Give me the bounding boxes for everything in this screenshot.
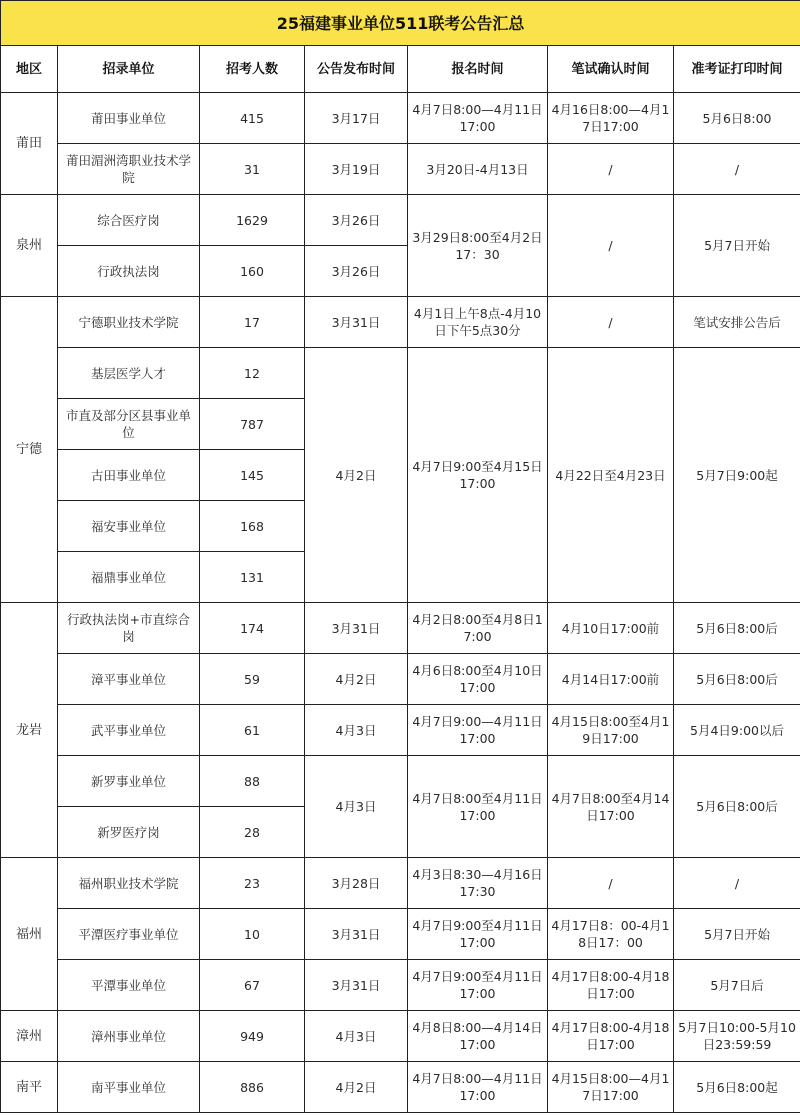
publish-date-cell: 4月2日 (305, 1062, 408, 1113)
publish-date-cell: 3月17日 (305, 93, 408, 144)
count-cell: 168 (200, 501, 305, 552)
unit-cell: 福州职业技术学院 (58, 858, 200, 909)
publish-date-cell: 3月28日 (305, 858, 408, 909)
count-cell: 174 (200, 603, 305, 654)
table-row (1, 654, 800, 705)
count-cell: 23 (200, 858, 305, 909)
signup-time-cell: 4月6日8:00至4月10日17:00 (408, 654, 548, 705)
table-row (1, 1062, 800, 1113)
unit-cell: 新罗事业单位 (58, 756, 200, 807)
ticket-time-cell: 笔试安排公告后 (674, 297, 800, 348)
unit-cell: 行政执法岗+市直综合岗 (58, 603, 200, 654)
count-cell: 67 (200, 960, 305, 1011)
unit-cell: 行政执法岗 (58, 246, 200, 297)
count-cell: 61 (200, 705, 305, 756)
signup-time-cell: 4月7日9:00至4月11日17:00 (408, 960, 548, 1011)
table-row (1, 756, 800, 807)
count-cell: 59 (200, 654, 305, 705)
confirm-time-cell: 4月22日至4月23日 (548, 348, 674, 603)
signup-time-cell: 4月8日8:00—4月14日17:00 (408, 1011, 548, 1062)
count-cell: 28 (200, 807, 305, 858)
region-cell: 莆田 (1, 93, 58, 195)
unit-cell: 漳州事业单位 (58, 1011, 200, 1062)
confirm-time-cell: 4月10日17:00前 (548, 603, 674, 654)
ticket-time-cell: 5月7日开始 (674, 195, 800, 297)
unit-cell: 莆田事业单位 (58, 93, 200, 144)
ticket-time-cell: 5月7日9:00起 (674, 348, 800, 603)
header-confirm-time: 笔试确认时间 (548, 46, 674, 93)
ticket-time-cell: 5月6日8:00起 (674, 1062, 800, 1113)
unit-cell: 福安事业单位 (58, 501, 200, 552)
confirm-time-cell: 4月15日8:00—4月17日17:00 (548, 1062, 674, 1113)
table-row (1, 909, 800, 960)
count-cell: 886 (200, 1062, 305, 1113)
publish-date-cell: 4月3日 (305, 705, 408, 756)
header-region: 地区 (1, 46, 58, 93)
confirm-time-cell: / (548, 144, 674, 195)
unit-cell: 福鼎事业单位 (58, 552, 200, 603)
region-cell: 福州 (1, 858, 58, 1011)
publish-date-cell: 3月31日 (305, 909, 408, 960)
confirm-time-cell: 4月14日17:00前 (548, 654, 674, 705)
unit-cell: 基层医学人才 (58, 348, 200, 399)
signup-time-cell: 4月7日9:00至4月11日17:00 (408, 909, 548, 960)
region-cell: 泉州 (1, 195, 58, 297)
signup-time-cell: 4月3日8:30—4月16日17:30 (408, 858, 548, 909)
count-cell: 31 (200, 144, 305, 195)
publish-date-cell: 4月2日 (305, 348, 408, 603)
unit-cell: 新罗医疗岗 (58, 807, 200, 858)
unit-cell: 莆田湄洲湾职业技术学院 (58, 144, 200, 195)
ticket-time-cell: 5月7日开始 (674, 909, 800, 960)
table-row (1, 858, 800, 909)
unit-cell: 宁德职业技术学院 (58, 297, 200, 348)
signup-time-cell: 3月20日-4月13日 (408, 144, 548, 195)
table-row (1, 297, 800, 348)
confirm-time-cell: 4月17日8:00-4月18日17:00 (548, 1011, 674, 1062)
table-row (1, 1011, 800, 1062)
count-cell: 88 (200, 756, 305, 807)
publish-date-cell: 3月26日 (305, 246, 408, 297)
table-row (1, 348, 800, 399)
count-cell: 1629 (200, 195, 305, 246)
table-row (1, 603, 800, 654)
ticket-time-cell: 5月4日9:00以后 (674, 705, 800, 756)
count-cell: 145 (200, 450, 305, 501)
unit-cell: 武平事业单位 (58, 705, 200, 756)
confirm-time-cell: 4月17日8:00-4月18日17:00 (548, 960, 674, 1011)
confirm-time-cell: 4月15日8:00至4月19日17:00 (548, 705, 674, 756)
header-ticket-time: 准考证打印时间 (674, 46, 800, 93)
ticket-time-cell: 5月6日8:00 (674, 93, 800, 144)
publish-date-cell: 3月31日 (305, 603, 408, 654)
count-cell: 787 (200, 399, 305, 450)
signup-time-cell: 4月7日9:00至4月15日17:00 (408, 348, 548, 603)
header-count: 招考人数 (200, 46, 305, 93)
ticket-time-cell: 5月7日10:00-5月10日23:59:59 (674, 1011, 800, 1062)
region-cell: 宁德 (1, 297, 58, 603)
table-row (1, 93, 800, 144)
region-cell: 南平 (1, 1062, 58, 1113)
count-cell: 12 (200, 348, 305, 399)
table-row (1, 960, 800, 1011)
confirm-time-cell: 4月7日8:00至4月14日17:00 (548, 756, 674, 858)
table-row (1, 705, 800, 756)
ticket-time-cell: / (674, 144, 800, 195)
signup-time-cell: 4月2日8:00至4月8日17:00 (408, 603, 548, 654)
publish-date-cell: 3月31日 (305, 960, 408, 1011)
header-publish-date: 公告发布时间 (305, 46, 408, 93)
count-cell: 17 (200, 297, 305, 348)
count-cell: 131 (200, 552, 305, 603)
confirm-time-cell: / (548, 297, 674, 348)
confirm-time-cell: 4月17日8：00-4月18日17：00 (548, 909, 674, 960)
signup-time-cell: 4月7日9:00—4月11日17:00 (408, 705, 548, 756)
unit-cell: 综合医疗岗 (58, 195, 200, 246)
signup-time-cell: 3月29日8:00至4月2日17：30 (408, 195, 548, 297)
unit-cell: 漳平事业单位 (58, 654, 200, 705)
ticket-time-cell: 5月6日8:00后 (674, 654, 800, 705)
publish-date-cell: 3月19日 (305, 144, 408, 195)
confirm-time-cell: / (548, 195, 674, 297)
publish-date-cell: 4月3日 (305, 1011, 408, 1062)
count-cell: 949 (200, 1011, 305, 1062)
header-row (1, 46, 800, 93)
region-cell: 漳州 (1, 1011, 58, 1062)
ticket-time-cell: 5月6日8:00后 (674, 603, 800, 654)
confirm-time-cell: / (548, 858, 674, 909)
count-cell: 160 (200, 246, 305, 297)
ticket-time-cell: / (674, 858, 800, 909)
unit-cell: 古田事业单位 (58, 450, 200, 501)
signup-time-cell: 4月1日上午8点-4月10日下午5点30分 (408, 297, 548, 348)
publish-date-cell: 4月2日 (305, 654, 408, 705)
table-row (1, 195, 800, 246)
unit-cell: 平潭事业单位 (58, 960, 200, 1011)
ticket-time-cell: 5月7日后 (674, 960, 800, 1011)
unit-cell: 市直及部分区县事业单位 (58, 399, 200, 450)
publish-date-cell: 4月3日 (305, 756, 408, 858)
signup-time-cell: 4月7日8:00—4月11日17:00 (408, 93, 548, 144)
header-unit: 招录单位 (58, 46, 200, 93)
region-cell: 龙岩 (1, 603, 58, 858)
table-title: 25福建事业单位511联考公告汇总 (1, 1, 800, 46)
count-cell: 415 (200, 93, 305, 144)
signup-time-cell: 4月7日8:00—4月11日17:00 (408, 1062, 548, 1113)
ticket-time-cell: 5月6日8:00后 (674, 756, 800, 858)
confirm-time-cell: 4月16日8:00—4月17日17:00 (548, 93, 674, 144)
unit-cell: 南平事业单位 (58, 1062, 200, 1113)
signup-time-cell: 4月7日8:00至4月11日17:00 (408, 756, 548, 858)
table-row (1, 144, 800, 195)
count-cell: 10 (200, 909, 305, 960)
publish-date-cell: 3月26日 (305, 195, 408, 246)
header-signup-time: 报名时间 (408, 46, 548, 93)
unit-cell: 平潭医疗事业单位 (58, 909, 200, 960)
publish-date-cell: 3月31日 (305, 297, 408, 348)
